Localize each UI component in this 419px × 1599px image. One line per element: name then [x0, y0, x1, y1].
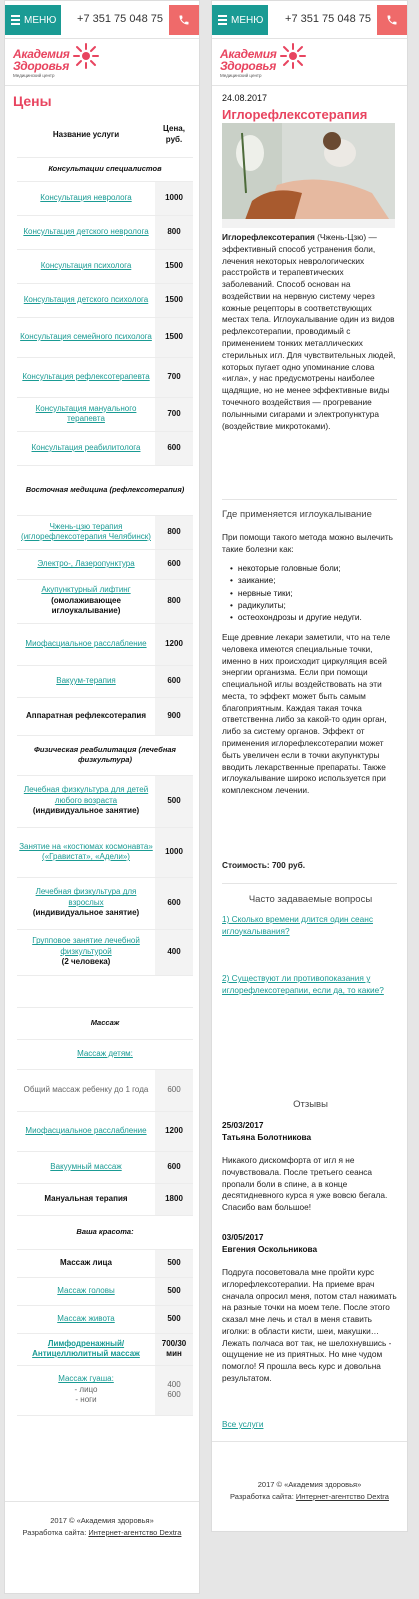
price-cell: 1500	[155, 317, 193, 357]
service-cell	[17, 579, 155, 623]
service-link[interactable]: Консультация мануального терапевта	[35, 403, 137, 423]
table-row	[17, 665, 193, 697]
service-cell	[17, 249, 155, 283]
service-link[interactable]: Консультация детского невролога	[23, 226, 149, 236]
service-cell	[17, 397, 155, 431]
table-section	[17, 1215, 193, 1249]
review-author: Татьяна Болотникова	[222, 1132, 312, 1142]
service-link[interactable]: Массаж живота	[57, 1313, 115, 1323]
logo[interactable]	[220, 47, 340, 79]
table-row	[17, 249, 193, 283]
menu-label: МЕНЮ	[231, 14, 264, 26]
service-cell	[17, 1069, 155, 1111]
header-divider	[212, 85, 407, 86]
price-cell: 500	[155, 1249, 193, 1277]
list-item: • нервные тики;	[230, 587, 362, 599]
service-cell	[17, 775, 155, 827]
section-divider	[222, 883, 397, 884]
menu-label: МЕНЮ	[24, 14, 57, 26]
menu-icon	[11, 13, 20, 27]
price-cell: 1500	[155, 249, 193, 283]
service-cell	[17, 431, 155, 465]
cost-text: Стоимость: 700 руб.	[222, 860, 306, 870]
article-title: Иглорефлексотерапия	[222, 107, 368, 122]
column-service: Название услуги	[17, 113, 155, 157]
faq-link-1[interactable]: 1) Сколько времени длится один сеанс иглоукалывания?	[222, 914, 373, 936]
table-row	[17, 549, 193, 579]
service-cell	[17, 827, 155, 877]
price-cell: 500	[155, 1305, 193, 1333]
service-note: (индивидуальное занятие)	[32, 806, 140, 816]
service-link[interactable]: Консультация семейного психолога	[20, 331, 152, 341]
price-cell: 800	[155, 215, 193, 249]
table-row	[17, 827, 193, 877]
phone-icon	[386, 14, 398, 26]
footer-dev-prefix: Разработка сайта:	[230, 1492, 296, 1501]
service-name: Мануальная терапия	[44, 1193, 128, 1203]
reviews-heading: Отзывы	[293, 1099, 328, 1110]
list-item: • некоторые головные боли;	[230, 562, 362, 574]
price-cell: 600	[155, 549, 193, 579]
review-text: Никакого дискомфорта от игл я не почувствовала. После третьего сеанса пропали боли в спине, а в конце десятидневного курса я уже вовсю бегала. Спасибо вам большое!	[222, 1155, 388, 1213]
section-divider	[222, 499, 397, 500]
service-cell	[17, 877, 155, 929]
service-name: Общий массаж ребенку до 1 года	[23, 1084, 149, 1094]
phone-number[interactable]: +7 351 75 048 75	[77, 13, 163, 25]
price-cell: 700/30 мин	[155, 1333, 193, 1365]
table-row	[17, 1277, 193, 1305]
list-item: • заикание;	[230, 574, 362, 586]
logo-subtitle: Медицинский центр	[220, 73, 262, 78]
menu-button[interactable]	[212, 5, 268, 35]
service-cell	[17, 623, 155, 665]
price-cell: 600	[155, 1151, 193, 1183]
table-row	[17, 215, 193, 249]
header-divider	[5, 85, 199, 86]
price-cell: 600	[155, 665, 193, 697]
phone-number[interactable]: +7 351 75 048 75	[285, 13, 371, 25]
service-cell	[17, 1277, 155, 1305]
history-text: Еще древние лекари заметили, что на теле человека имеются специальные точки, именно в них происходит циркуляция всей энергии организма. Если при помощи специальной иглы воздействовать на эти места, то эффект может быть самым благоприятным. Каждая такая точка ответственна либо за какой-то один орган, либо за систему органов. Эффект от применения иглорефлексотерапии может быть увеличен если в точки акупунктуры вводить лекарственные препараты. Также иглоукалывание широко используется при комплексном лечении.	[222, 632, 391, 796]
list-item: • радикулиты;	[230, 599, 362, 611]
service-cell	[17, 549, 155, 579]
table-row	[17, 431, 193, 465]
table-row	[17, 317, 193, 357]
section-title: Консультации специалистов	[17, 157, 193, 181]
service-cell	[17, 1365, 155, 1415]
section-title: Восточная медицина (рефлексотерапия)	[17, 465, 193, 515]
table-row	[17, 775, 193, 827]
logo-subtitle: Медицинский центр	[13, 73, 55, 78]
service-link[interactable]: Вакуум-терапия	[56, 675, 116, 685]
logo-line2: Здоровья	[13, 59, 70, 73]
footer	[5, 1515, 199, 1539]
prices-page	[4, 0, 200, 1594]
service-cell	[17, 665, 155, 697]
service-link[interactable]: Массаж гуаша:	[58, 1374, 114, 1384]
where-text: При помощи такого метода можно вылечить такие болезни как:	[222, 532, 393, 554]
menu-button[interactable]	[5, 5, 61, 35]
sun-logo-icon	[280, 43, 306, 69]
table-row	[17, 1249, 193, 1277]
review-author: Евгения Оскольникова	[222, 1244, 318, 1254]
section-title: Массаж	[17, 1007, 193, 1039]
table-row	[17, 1305, 193, 1333]
service-cell	[17, 215, 155, 249]
faq-link-2[interactable]: 2) Существуют ли противопоказания у иглорефлексотерапии, если да, то какие?	[222, 973, 384, 995]
page-title: Цены	[13, 93, 52, 109]
footer-dev-link[interactable]: Интернет-агентство Dextra	[88, 1528, 182, 1537]
service-cell	[17, 1111, 155, 1151]
service-link[interactable]: Лечебная физкультура для детей любого возраста	[23, 785, 149, 805]
disease-list	[230, 562, 362, 623]
service-cell	[17, 283, 155, 317]
service-link[interactable]: Массаж головы	[57, 1285, 115, 1295]
service-note: (2 человека)	[61, 957, 111, 967]
price-cell: 1200	[155, 623, 193, 665]
service-cell	[17, 181, 155, 215]
table-section	[17, 1007, 193, 1039]
table-row	[17, 697, 193, 735]
table-section	[17, 465, 193, 515]
service-note: - лицо - ноги	[74, 1384, 98, 1405]
table-header	[17, 113, 193, 157]
article-page	[211, 0, 408, 1532]
phone-icon	[178, 14, 190, 26]
service-cell	[17, 357, 155, 397]
review-date: 25/03/2017	[222, 1120, 264, 1130]
price-cell: 500	[155, 775, 193, 827]
table-row	[17, 397, 193, 431]
footer-dev-prefix: Разработка сайта:	[22, 1528, 89, 1537]
service-link[interactable]: Миофасциальное расслабление	[25, 1125, 147, 1135]
table-section	[17, 735, 193, 775]
logo-line1: Академия	[13, 47, 70, 61]
service-name: Массаж лица	[59, 1257, 112, 1267]
price-cell: 700	[155, 357, 193, 397]
table-row	[17, 181, 193, 215]
price-cell: 400 600	[155, 1365, 193, 1415]
spacer-cell	[17, 975, 193, 1007]
price-cell: 1800	[155, 1183, 193, 1215]
where-heading: Где применяется иглоукалывание	[222, 509, 372, 520]
service-link[interactable]: Консультация реабилитолога	[31, 442, 141, 452]
price-cell: 1000	[155, 181, 193, 215]
call-button[interactable]	[169, 5, 199, 35]
service-cell	[17, 515, 155, 549]
intro-bold: Иглорефлексотерапия	[222, 232, 315, 242]
service-link[interactable]: Массаж детям:	[77, 1048, 133, 1058]
article-photo	[222, 123, 395, 228]
price-cell: 800	[155, 579, 193, 623]
table-row	[17, 623, 193, 665]
price-cell: 600	[155, 1069, 193, 1111]
service-link[interactable]: Вакуумный массаж	[50, 1161, 122, 1171]
table-row	[17, 515, 193, 549]
table-row	[17, 1069, 193, 1111]
service-link[interactable]: Консультация психолога	[40, 260, 132, 270]
article-intro	[222, 232, 397, 432]
table-row	[17, 1365, 193, 1415]
intro-text: (Чжень-Цзю) — эффективный способ устранения боли, лечения некоторых неврологических расстройств и терапевтических заболеваний. Способ основан на воздействии на нервную систему через кожные рецепторы в соответствующих местах тела. Иглоукалывание один из видов рефлексотерапии, проводимый с применением тонких металлических стерильных игл. Для чувствительных людей, которых пугает одно упоминание слова «игла», у нас предусмотрены наиболее щадящие, но не менее эффективные виды точечного воздействия — прогревание полынными сигарами и электропунктура (воздействие микротоками).	[222, 232, 396, 431]
review-date: 03/05/2017	[222, 1232, 264, 1242]
service-link[interactable]: Чжень-цзю терапия (иглорефлексотерапия Челябинск)	[21, 521, 151, 541]
logo-line1: Академия	[220, 47, 277, 61]
price-cell: 1500	[155, 283, 193, 317]
logo[interactable]	[13, 47, 133, 79]
price-cell: 600	[155, 877, 193, 929]
service-cell	[17, 929, 155, 975]
table-row	[17, 579, 193, 623]
price-cell: 800	[155, 515, 193, 549]
service-cell	[17, 1305, 155, 1333]
column-price: Цена, руб.	[155, 113, 193, 157]
price-cell: 400	[155, 929, 193, 975]
price-cell: 1000	[155, 827, 193, 877]
price-cell: 900	[155, 697, 193, 735]
price-cell: 500	[155, 1277, 193, 1305]
footer-copyright: 2017 © «Академия здоровья»	[257, 1480, 362, 1489]
service-cell	[17, 697, 155, 735]
service-link[interactable]: Консультация рефлексотерапевта	[22, 371, 150, 381]
table-row	[17, 1111, 193, 1151]
price-cell: 700	[155, 397, 193, 431]
service-link[interactable]: Консультация невролога	[40, 192, 132, 202]
table-row	[17, 1151, 193, 1183]
service-name: Аппаратная рефлексотерапия	[25, 710, 147, 720]
service-link[interactable]: Консультация детского психолога	[23, 294, 149, 304]
service-link[interactable]: Миофасциальное расслабление	[25, 638, 147, 648]
call-button[interactable]	[377, 5, 407, 35]
price-table	[17, 113, 193, 1416]
service-link[interactable]: Занятие на «костюмах космонавта» («Гравистат», «Адели»)	[19, 841, 153, 861]
service-note: (индивидуальное занятие)	[32, 908, 140, 918]
service-note: (омолаживающее иглоукалывание)	[51, 595, 121, 616]
service-link[interactable]: Групповое занятие лечебной физкультурой	[32, 936, 140, 956]
footer-divider	[5, 1501, 199, 1502]
top-bar	[212, 1, 407, 39]
faq-heading: Часто задаваемые вопросы	[248, 894, 373, 905]
review-text: Подруга посоветовала мне пройти курс иглорефлексотерапии. На приеме врач сначала опросил меня, потом стал нажимать на разные точки на моем теле. После этого сказал мне лечь и стал в меня ставить иголки: в области кисти, шеи, макушки… Лежать полчаса вот так, не шелохнувшись - ощущение не из приятных. Но мне чудом помогло! Я прошла весь курс и довольна результатом.	[222, 1267, 397, 1384]
table-row	[17, 1039, 193, 1069]
top-bar	[5, 1, 199, 39]
table-row	[17, 1183, 193, 1215]
table-row	[17, 283, 193, 317]
footer-dev	[5, 1527, 199, 1539]
table-spacer	[17, 975, 193, 1007]
service-cell	[17, 1333, 155, 1365]
table-row	[17, 877, 193, 929]
footer-dev	[212, 1491, 407, 1503]
service-link[interactable]: Электро-, Лазеропунктура	[37, 558, 135, 568]
service-cell	[17, 1249, 155, 1277]
footer-copyright: 2017 © «Академия здоровья»	[50, 1516, 154, 1525]
section-title: Ваша красота:	[17, 1215, 193, 1249]
footer-divider	[212, 1441, 407, 1442]
service-cell	[17, 1039, 193, 1069]
service-link[interactable]: Лечебная физкультура для взрослых	[35, 887, 137, 907]
article-date: 24.08.2017	[222, 93, 268, 103]
list-item: • остеохондрозы и другие недуги.	[230, 611, 362, 623]
table-row	[17, 357, 193, 397]
service-cell	[17, 1183, 155, 1215]
menu-icon	[218, 13, 227, 27]
service-link[interactable]: Акупунктурный лифтинг	[41, 585, 131, 595]
price-cell: 600	[155, 431, 193, 465]
service-link[interactable]: Лимфодренажный/ Антицеллюлитный массаж	[32, 1338, 140, 1358]
table-section	[17, 157, 193, 181]
logo-line2: Здоровья	[220, 59, 277, 73]
service-cell	[17, 317, 155, 357]
service-cell	[17, 1151, 155, 1183]
sun-logo-icon	[73, 43, 99, 69]
all-services-link[interactable]: Все услуги	[222, 1419, 264, 1429]
footer-dev-link[interactable]: Интернет-агентство Dextra	[295, 1492, 389, 1501]
footer	[212, 1479, 407, 1503]
price-cell: 1200	[155, 1111, 193, 1151]
table-row	[17, 1333, 193, 1365]
section-title: Физическая реабилитация (лечебная физкультура)	[17, 735, 193, 775]
table-row	[17, 929, 193, 975]
